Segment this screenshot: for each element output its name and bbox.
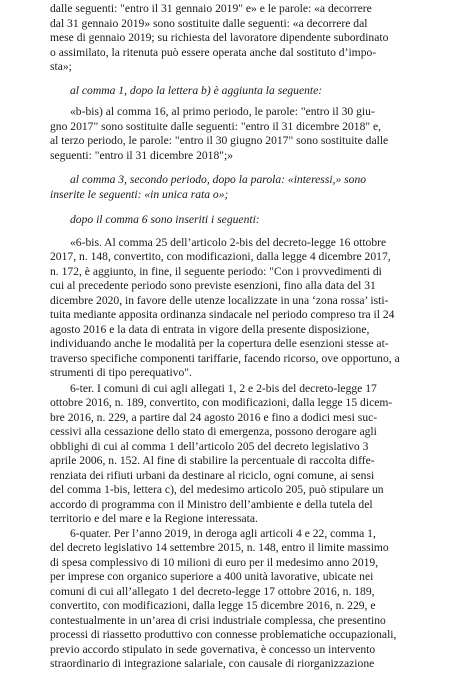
text-line: convertito, con modificazioni, dalla legge 15 dicembre 2016, n. 229, e — [50, 599, 376, 613]
text-line: agosto 2016 e la data di entrata in vigore della presente disposizione, — [50, 322, 370, 336]
instruction-line: al comma 3, secondo periodo, dopo la parola: «interessi,» sono — [70, 173, 367, 187]
instruction-line: al comma 1, dopo la lettera b) è aggiunta la seguente: — [70, 83, 323, 97]
text-line: tuita mediante apposita ordinanza sindacale nel periodo compreso tra il 24 — [50, 308, 395, 322]
text-line: 2017, n. 148, convertito, con modificazioni, dalla legge 4 dicembre 2017, — [50, 250, 391, 264]
text-line: individuando anche le modalità per la copertura delle esenzioni stesse at- — [50, 337, 389, 351]
text-line: straordinario di integrazione salariale, con causale di riorganizzazione — [50, 657, 375, 671]
text-line: dicembre 2020, in favore delle utenze localizzate in una ‘zona rossa’ isti- — [50, 293, 389, 307]
text-line: ottobre 2016, n. 189, convertito, con modificazioni, dalla legge 15 dicem- — [50, 396, 393, 410]
text-line: processi di riassetto produttivo con connesse problematiche occupazionali, — [50, 628, 397, 642]
text-line: dalle seguenti: "entro il 31 gennaio 2019" e» e le parole: «a decorrere — [50, 2, 372, 15]
text-line: «b-bis) al comma 16, al primo periodo, le parole: "entro il 30 giu- — [70, 105, 375, 119]
text-line: renziata dei rifiuti urbani da destinare al riciclo, ogni comune, ai sensi — [50, 468, 375, 482]
text-line: mese di gennaio 2019; su richiesta del lavoratore dipendente subordinato — [50, 31, 389, 45]
text-line: aprile 2006, n. 152. Al fine di stabilire la percentuale di raccolta diffe- — [50, 454, 375, 468]
text-line: 6-ter. I comuni di cui agli allegati 1, 2 e 2-bis del decreto-legge 17 — [70, 381, 377, 395]
text-line: bre 2016, n. 229, a partire dal 24 agosto 2016 e fino a dodici mesi suc- — [50, 410, 378, 424]
text-line: 6-quater. Per l’anno 2019, in deroga agli articoli 4 e 22, comma 1, — [70, 526, 376, 540]
text-line: strumenti di tipo perequativo". — [50, 366, 192, 380]
text-line: dal 31 gennaio 2019» sono sostituite dalle seguenti: «a decorrere dal — [50, 16, 368, 30]
text-line: al terzo periodo, le parole: "entro il 30 giugno 2017" sono sostituite dalle — [50, 134, 389, 148]
text-line: n. 172, è aggiunto, in fine, il seguente periodo: "Con i provvedimenti di — [50, 264, 382, 278]
text-line: del decreto legislativo 14 settembre 2015, n. 148, entro il limite massimo — [50, 541, 389, 555]
text-line: «6-bis. Al comma 25 dell’articolo 2-bis del decreto-legge 16 ottobre — [70, 235, 387, 249]
instruction-line: inserite le seguenti: «in unica rata o»; — [50, 187, 229, 201]
text-line: accordo di programma con il Ministro dell’ambiente e della tutela del — [50, 497, 373, 511]
text-line: per imprese con organico superiore a 400 unità lavorative, ubicate nei — [50, 570, 374, 584]
text-line: previo accordo stipulato in sede governativa, è concesso un intervento — [50, 642, 376, 656]
text-line: cessivi alla cessazione dello stato di emergenza, possono derogare agli — [50, 425, 377, 439]
text-line: cui al precedente periodo sono previste esenzioni, fino alla data del 31 — [50, 279, 376, 293]
text-line: obblighi di cui al comma 1 dell’articolo 205 del decreto legislativo 3 — [50, 439, 369, 453]
text-line: del comma 1-bis, lettera c), del medesimo articolo 205, può stipulare un — [50, 483, 384, 497]
text-line: contestualmente in un’area di crisi industriale complessa, che presentino — [50, 613, 386, 627]
text-line: gno 2017" sono sostituite dalle seguenti: "entro il 31 dicembre 2018" e, — [50, 119, 382, 133]
text-line: di spesa complessivo di 10 milioni di euro per il medesimo anno 2019, — [50, 555, 379, 569]
text-line: territorio e del mare e la Regione interessata. — [50, 512, 258, 526]
text-line: o assimilato, la ritenuta può essere operata anche dal sostituto d’impo- — [50, 45, 377, 59]
instruction-line: dopo il comma 6 sono inseriti i seguenti: — [70, 213, 260, 227]
text-line: comuni di cui all’allegato 1 del decreto-legge 17 ottobre 2016, n. 189, — [50, 584, 375, 598]
text-line: sta»; — [50, 60, 72, 74]
text-line: traverso specifiche componenti tariffarie, facendo ricorso, ove opportuno, a — [50, 351, 400, 365]
text-line: seguenti: "entro il 31 dicembre 2018";» — [50, 148, 234, 162]
